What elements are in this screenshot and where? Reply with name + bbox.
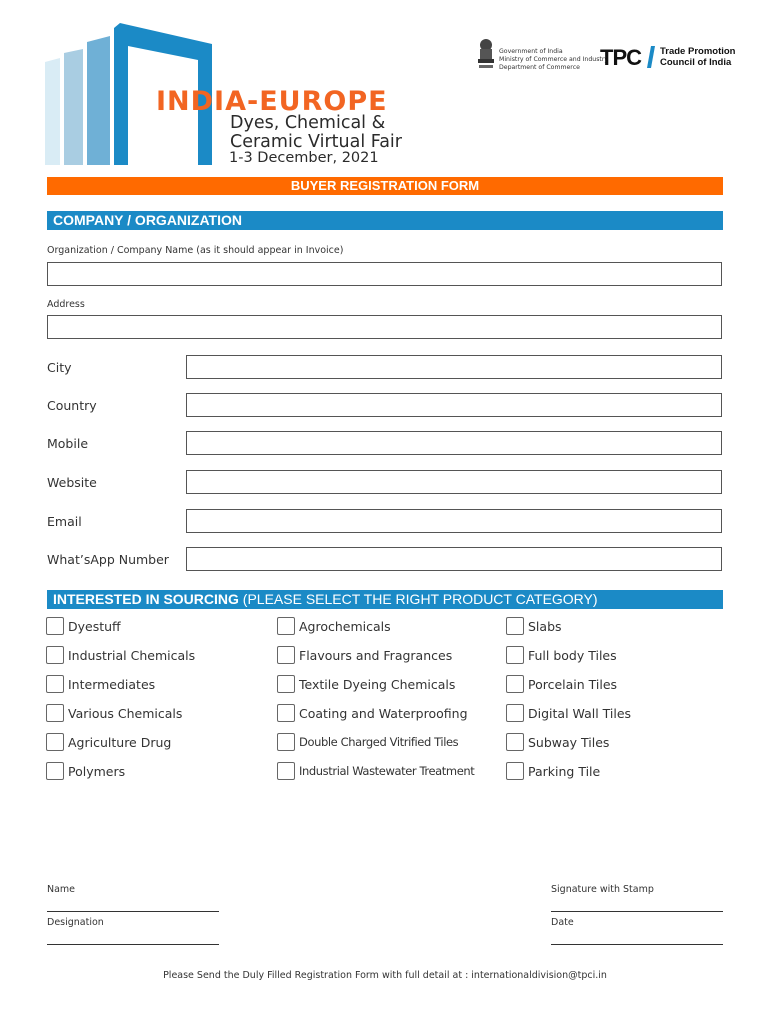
fair-title: INDIA-EUROPE xyxy=(156,86,388,117)
category-label: Flavours and Fragrances xyxy=(299,647,453,663)
website-label: Website xyxy=(47,475,97,490)
mobile-input[interactable] xyxy=(186,431,722,455)
category-checkbox[interactable] xyxy=(46,762,125,780)
address-input[interactable] xyxy=(47,315,722,339)
category-checkbox[interactable] xyxy=(46,617,121,635)
fair-subtitle-line1: Dyes, Chemical & xyxy=(230,113,386,133)
checkbox-square-icon[interactable] xyxy=(506,733,524,751)
category-checkbox[interactable] xyxy=(506,617,562,635)
category-checkbox[interactable] xyxy=(506,733,609,751)
category-label: Coating and Waterproofing xyxy=(299,705,468,721)
checkbox-square-icon[interactable] xyxy=(277,733,295,751)
form-title-bar: BUYER REGISTRATION FORM xyxy=(47,177,723,195)
checkbox-square-icon[interactable] xyxy=(277,762,295,780)
category-checkbox[interactable] xyxy=(277,646,452,664)
checkbox-square-icon[interactable] xyxy=(277,617,295,635)
category-checkbox[interactable] xyxy=(277,617,391,635)
checkbox-square-icon[interactable] xyxy=(46,675,64,693)
name-label: Name xyxy=(47,884,76,895)
sourcing-section-heading xyxy=(47,590,723,609)
checkbox-square-icon[interactable] xyxy=(506,675,524,693)
category-label: Agrochemicals xyxy=(299,618,391,634)
checkbox-square-icon[interactable] xyxy=(506,704,524,722)
checkbox-square-icon[interactable] xyxy=(506,617,524,635)
category-checkbox[interactable] xyxy=(46,646,195,664)
category-checkbox[interactable] xyxy=(277,704,468,722)
company-section-heading xyxy=(47,211,723,230)
category-checkbox[interactable] xyxy=(277,733,458,751)
footer-instructions: Please Send the Duly Filled Registration Form with full detail at : internationaldivision@tpci.in xyxy=(163,970,607,981)
tpci-line2: Council of India xyxy=(660,56,732,68)
website-input[interactable] xyxy=(186,470,722,494)
category-checkbox[interactable] xyxy=(506,675,617,693)
category-label: Agriculture Drug xyxy=(68,734,172,750)
gov-line1: Government of India xyxy=(499,48,563,55)
category-label: Parking Tile xyxy=(528,763,601,779)
date-line[interactable] xyxy=(551,944,723,945)
sourcing-heading-rest: (PLEASE SELECT THE RIGHT PRODUCT CATEGORY) xyxy=(238,591,598,607)
category-label: Industrial Wastewater Treatment xyxy=(299,764,475,778)
gov-line2: Ministry of Commerce and Industry xyxy=(499,56,609,63)
category-label: Full body Tiles xyxy=(528,647,617,663)
category-checkbox[interactable] xyxy=(277,675,455,693)
category-checkbox[interactable] xyxy=(46,704,182,722)
category-checkbox[interactable] xyxy=(506,646,617,664)
checkbox-square-icon[interactable] xyxy=(46,733,64,751)
checkbox-square-icon[interactable] xyxy=(277,675,295,693)
checkbox-square-icon[interactable] xyxy=(506,762,524,780)
country-input[interactable] xyxy=(186,393,722,417)
category-label: Dyestuff xyxy=(68,618,121,634)
email-label: Email xyxy=(47,514,82,529)
whatsapp-label: What’sApp Number xyxy=(47,552,169,567)
category-label: Intermediates xyxy=(68,676,156,692)
checkbox-square-icon[interactable] xyxy=(46,646,64,664)
designation-label: Designation xyxy=(47,917,104,928)
category-checkbox[interactable] xyxy=(46,733,171,751)
address-label: Address xyxy=(47,299,85,310)
gov-line3: Department of Commerce xyxy=(499,64,580,71)
checkbox-square-icon[interactable] xyxy=(506,646,524,664)
mobile-label: Mobile xyxy=(47,436,89,451)
category-checkbox[interactable] xyxy=(277,762,474,780)
government-of-india-text xyxy=(499,48,608,72)
category-label: Industrial Chemicals xyxy=(68,647,196,663)
signature-line[interactable] xyxy=(551,911,723,912)
designation-line[interactable] xyxy=(47,944,219,945)
signature-label: Signature with Stamp xyxy=(551,884,654,895)
category-label: Various Chemicals xyxy=(68,705,183,721)
india-emblem-icon xyxy=(476,37,496,71)
checkbox-square-icon[interactable] xyxy=(277,646,295,664)
name-line[interactable] xyxy=(47,911,219,912)
checkbox-square-icon[interactable] xyxy=(46,704,64,722)
category-label: Porcelain Tiles xyxy=(528,676,618,692)
category-label: Subway Tiles xyxy=(528,734,610,750)
sourcing-heading-bold: INTERESTED IN SOURCING xyxy=(53,591,239,607)
category-checkbox[interactable] xyxy=(46,675,155,693)
whatsapp-input[interactable] xyxy=(186,547,722,571)
checkbox-square-icon[interactable] xyxy=(46,617,64,635)
category-checkbox[interactable] xyxy=(506,762,600,780)
category-label: Slabs xyxy=(528,618,562,634)
tpci-name xyxy=(660,47,735,68)
checkbox-square-icon[interactable] xyxy=(277,704,295,722)
tpci-slash-icon xyxy=(647,46,655,68)
country-label: Country xyxy=(47,398,97,413)
checkbox-square-icon[interactable] xyxy=(46,762,64,780)
fair-dates: 1-3 December, 2021 xyxy=(229,150,379,166)
tpci-line1: Trade Promotion xyxy=(660,46,736,57)
category-checkbox[interactable] xyxy=(506,704,631,722)
org-name-label: Organization / Company Name (as it should appear in Invoice) xyxy=(47,245,344,256)
org-name-input[interactable] xyxy=(47,262,722,286)
email-input[interactable] xyxy=(186,509,722,533)
city-label: City xyxy=(47,360,72,375)
city-input[interactable] xyxy=(186,355,722,379)
category-label: Digital Wall Tiles xyxy=(528,705,632,721)
date-label: Date xyxy=(551,917,574,928)
category-label: Polymers xyxy=(68,763,126,779)
category-label: Textile Dyeing Chemicals xyxy=(299,676,456,692)
company-section-label: COMPANY / ORGANIZATION xyxy=(53,212,242,228)
fair-subtitle-line2: Ceramic Virtual Fair xyxy=(230,132,402,152)
tpci-logo-mark: TPC xyxy=(600,45,641,70)
category-label: Double Charged Vitrified Tiles xyxy=(299,735,459,749)
